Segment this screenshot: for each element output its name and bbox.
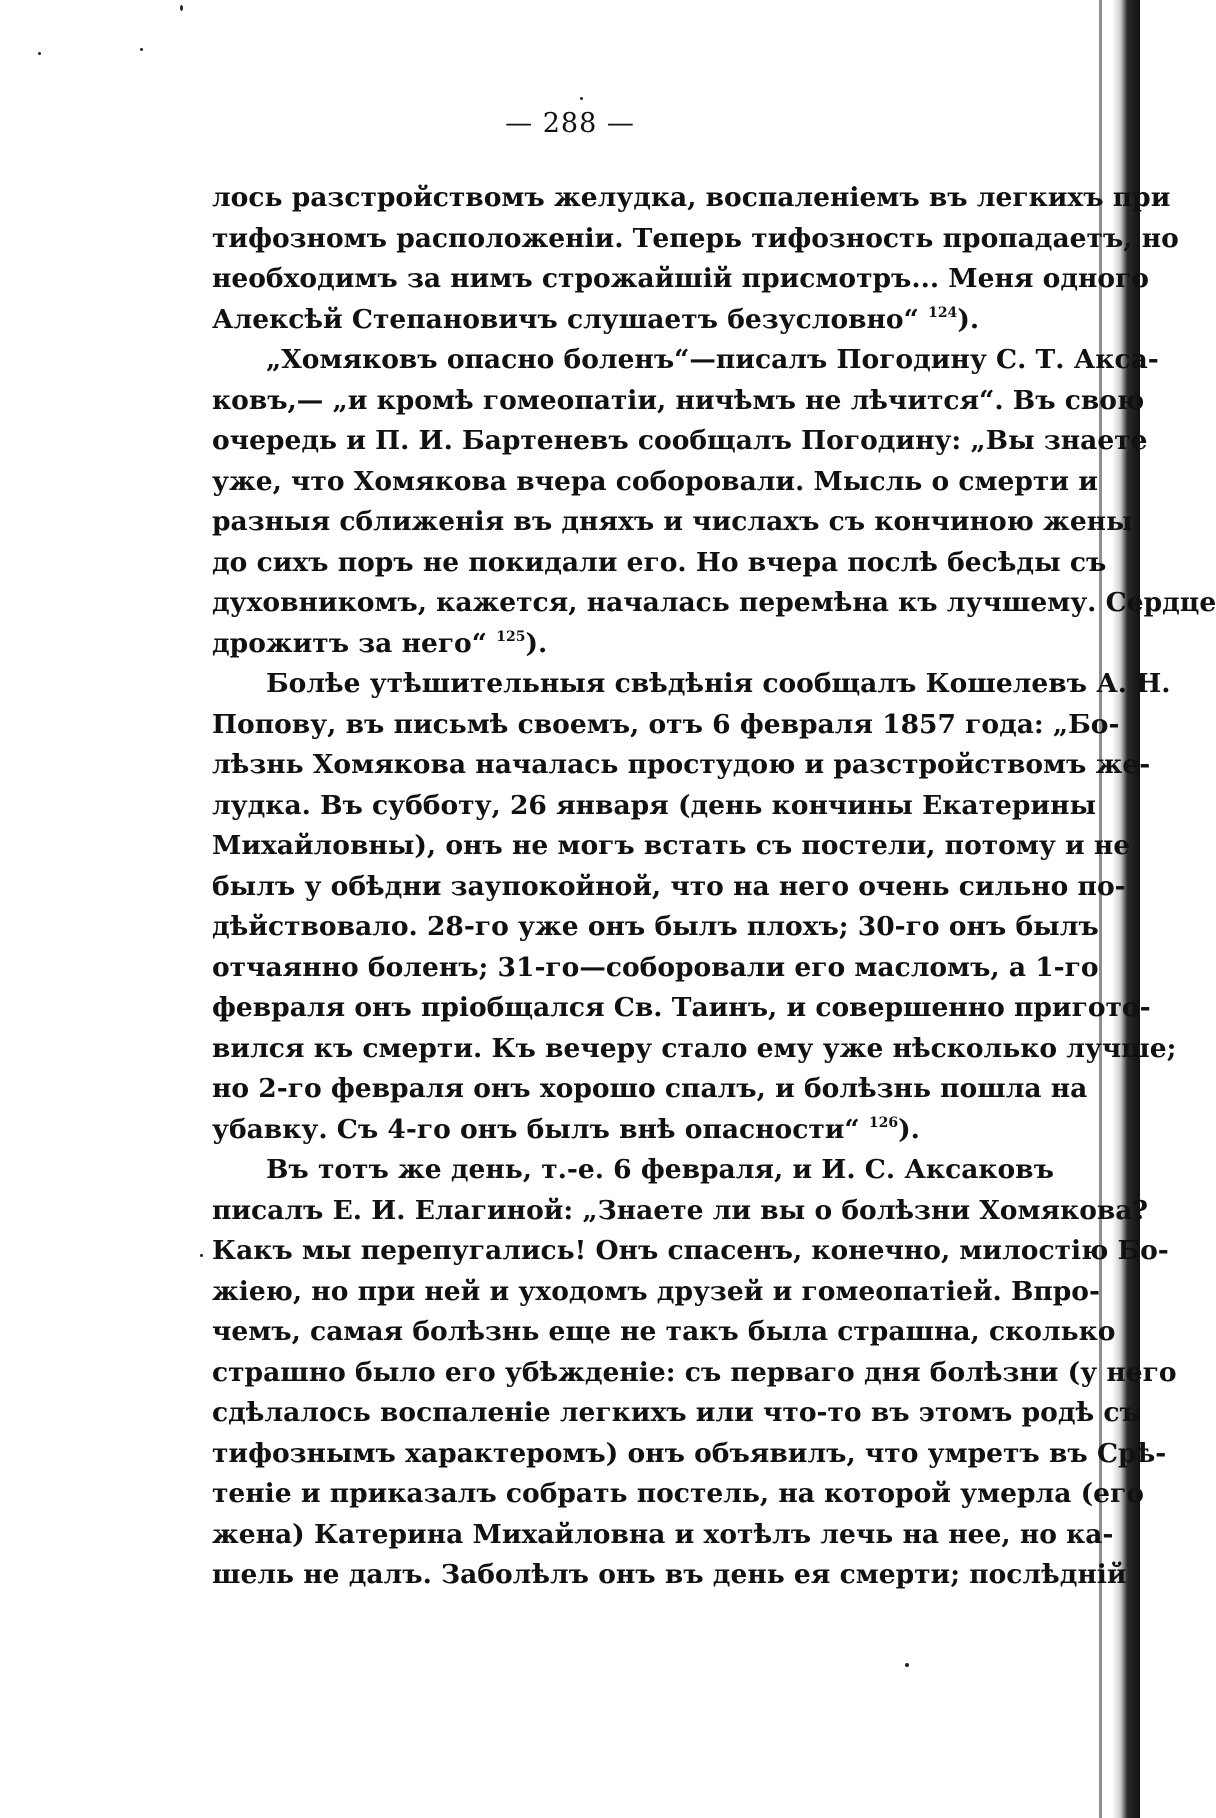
line-text: очередь и П. И. Бартеневъ сообщалъ Погодину: „Вы знаете [212, 425, 1148, 456]
line-text: шель не далъ. Заболѣлъ онъ въ день ея смерти; послѣдній [212, 1559, 1127, 1590]
line-text: „Хомяковъ опасно боленъ“—писалъ Погодину С. Т. Акса- [266, 344, 1159, 375]
text-line [212, 1191, 1148, 1232]
text-line [212, 1434, 1167, 1475]
line-text: сдѣлалось воспаленіе легкихъ или что-то въ этомъ родѣ съ [212, 1397, 1140, 1428]
footnote-reference: 124 [928, 304, 958, 321]
text-line [212, 502, 1133, 543]
line-text: жіею, но при ней и уходомъ друзей и гомеопатіей. Впро- [212, 1275, 1100, 1307]
body-text [212, 178, 1216, 1596]
paragraph [212, 178, 1179, 340]
scan-speck [38, 52, 41, 55]
line-closing: ). [525, 627, 548, 659]
scan-speck [905, 1663, 909, 1667]
scan-speck [140, 48, 143, 51]
text-line [212, 259, 1149, 300]
line-text: тифозномъ расположеніи. Теперь тифозность пропадаетъ, но [212, 222, 1179, 254]
text-line [212, 462, 1098, 503]
text-line [212, 219, 1179, 260]
text-line [212, 1150, 1054, 1191]
paragraph [212, 340, 1216, 664]
text-line [212, 988, 1151, 1029]
line-text: Попову, въ письмѣ своемъ, отъ 6 февраля 1857 года: „Бо- [212, 708, 1120, 740]
line-text: Въ тотъ же день, т.-е. 6 февраля, и И. С. Аксаковъ [266, 1154, 1054, 1185]
text-line [212, 786, 1097, 827]
text-line [212, 1029, 1177, 1070]
line-text: ковъ,— „и кромѣ гомеопатіи, ничѣмъ не лѣчится“. Въ свою [212, 384, 1145, 416]
line-text: дѣйствовало. 28-го уже онъ былъ плохъ; 30-го онъ былъ [212, 911, 1099, 942]
page-number: — 288 — [505, 108, 635, 139]
text-line [212, 907, 1099, 948]
text-line [212, 1231, 1169, 1272]
line-text: отчаянно боленъ; 31-го—соборовали его масломъ, а 1-го [212, 951, 1099, 983]
scan-speck [580, 97, 583, 100]
text-line [212, 300, 1032, 341]
scan-speck [200, 1254, 203, 1257]
line-text: теніе и приказалъ собрать постель, на которой умерла (его [212, 1478, 1144, 1509]
line-text: писалъ Е. И. Елагиной: „Знаете ли вы о болѣзни Хомякова? [212, 1194, 1148, 1226]
line-text: Болѣе утѣшительныя свѣдѣнія сообщалъ Кошелевъ А. Н. [266, 668, 1171, 699]
line-text: Михайловны), онъ не могъ встать съ постели, потому и не [212, 830, 1131, 861]
line-text: до сихъ поръ не покидали его. Но вчера послѣ бесѣды съ [212, 546, 1107, 578]
text-line [212, 1272, 1100, 1313]
line-text: но 2-го февраля онъ хорошо спалъ, и болѣзнь пошла на [212, 1073, 1088, 1104]
text-line [212, 826, 1131, 867]
line-text: чемъ, самая болѣзнь еще не такъ была страшна, сколько [212, 1316, 1116, 1347]
paragraph [212, 1150, 1177, 1596]
line-closing: ). [898, 1113, 920, 1145]
line-text: убавку. Съ 4-го онъ былъ внѣ опасности“ [212, 1113, 860, 1145]
line-text: былъ у обѣдни заупокойной, что на него очень сильно по- [212, 870, 1126, 902]
line-text: вился къ смерти. Къ вечеру стало ему уже нѣсколько лучше; [212, 1032, 1177, 1064]
paragraph [212, 664, 1177, 1150]
line-text: лѣзнь Хомякова началась простудою и разстройствомъ же- [212, 749, 1151, 780]
text-line [212, 1515, 1114, 1556]
text-line [212, 705, 1120, 746]
text-line [212, 624, 1032, 665]
line-text: дрожитъ за него“ [212, 627, 487, 659]
text-line [212, 381, 1145, 422]
line-text: страшно было его убѣжденіе: съ перваго дня болѣзни (у него [212, 1356, 1177, 1388]
text-line [212, 340, 1159, 381]
text-line [212, 1110, 1032, 1151]
line-closing: ). [957, 303, 980, 335]
line-text: жена) Катерина Михайловна и хотѣлъ лечь на нее, но ка- [212, 1518, 1114, 1550]
text-line [212, 745, 1151, 786]
text-line [212, 1393, 1140, 1434]
text-line [212, 664, 1171, 705]
line-text: разныя сближенія въ дняхъ и числахъ съ кончиною жены [212, 506, 1133, 537]
text-line [212, 1353, 1177, 1394]
line-text: февраля онъ пріобщался Св. Таинъ, и совершенно пригото- [212, 992, 1151, 1023]
line-text: лось разстройствомъ желудка, воспаленіемъ въ легкихъ при [212, 182, 1171, 213]
footnote-reference: 126 [868, 1114, 899, 1131]
text-line [212, 421, 1148, 462]
line-text: необходимъ за нимъ строжайшій присмотръ... Меня одного [212, 263, 1149, 294]
line-text: тифознымъ характеромъ) онъ объявилъ, что умретъ въ Срѣ- [212, 1437, 1167, 1469]
text-line [212, 948, 1099, 989]
text-line [212, 867, 1126, 908]
text-line [212, 1312, 1116, 1353]
line-text: Какъ мы перепугались! Онъ спасенъ, конечно, милостію Бо- [212, 1235, 1169, 1266]
text-line [212, 1474, 1144, 1515]
text-line [212, 543, 1107, 584]
footnote-reference: 125 [496, 628, 526, 645]
text-line [212, 178, 1171, 219]
text-line [212, 583, 1216, 624]
line-text: Алексѣй Степановичъ слушаетъ безусловно“ [212, 303, 919, 335]
line-text: лудка. Въ субботу, 26 января (день кончины Екатерины [212, 789, 1097, 821]
scan-speck [180, 5, 183, 11]
text-line [212, 1555, 1127, 1596]
text-line [212, 1069, 1088, 1110]
line-text: духовникомъ, кажется, началась перемѣна къ лучшему. Сердце [212, 587, 1216, 618]
line-text: уже, что Хомякова вчера соборовали. Мысль о смерти и [212, 465, 1098, 497]
